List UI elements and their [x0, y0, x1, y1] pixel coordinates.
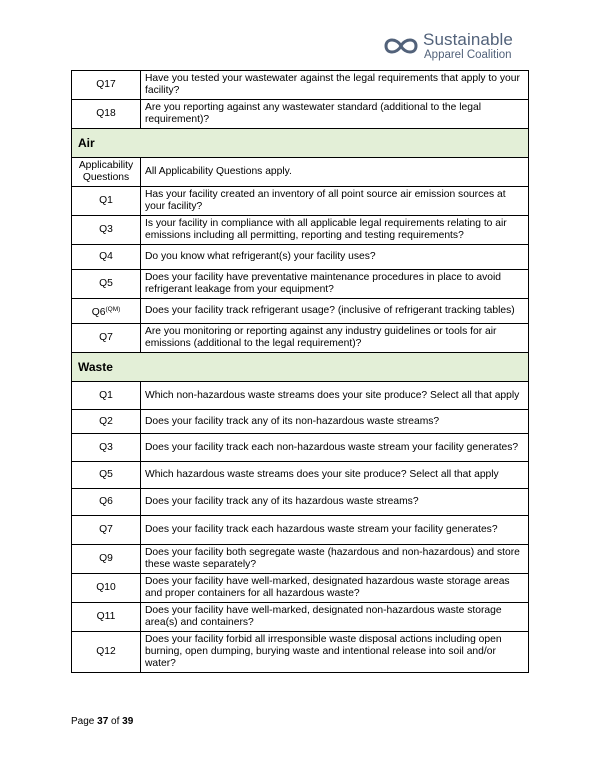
question-text: All Applicability Questions apply. — [141, 158, 529, 187]
question-text: Does your facility have well-marked, designated hazardous waste storage areas and proper containers for all hazardous waste? — [141, 574, 529, 603]
question-id: Q5 — [99, 278, 113, 289]
question-id-cell — [72, 632, 141, 673]
page-number: 37 — [97, 716, 109, 727]
question-text: Does your facility track each hazardous waste stream your facility generates? — [141, 516, 529, 545]
page-label: Page — [71, 716, 95, 727]
question-id-cell — [72, 574, 141, 603]
question-id-cell — [72, 187, 141, 216]
question-id: Q11 — [96, 611, 116, 622]
question-id-cell — [72, 462, 141, 489]
section-title: Waste — [72, 353, 529, 382]
question-text: Are you reporting against any wastewater standard (additional to the legal requirement)? — [141, 100, 529, 129]
question-id-cell — [72, 489, 141, 516]
question-id: Q17 — [96, 79, 116, 90]
question-row — [72, 632, 529, 673]
question-row — [72, 299, 529, 324]
question-id: Q5 — [99, 469, 113, 480]
infinity-loop-icon — [382, 33, 420, 59]
question-id: Q10 — [96, 582, 116, 593]
question-id: Q2 — [99, 415, 113, 427]
question-id-cell — [72, 299, 141, 324]
question-id: Q6 — [99, 496, 113, 507]
question-text: Does your facility have well-marked, designated non-hazardous waste storage area(s) and containers? — [141, 603, 529, 632]
question-id: Q4 — [99, 251, 113, 262]
question-id-cell — [72, 216, 141, 245]
question-text: Has your facility created an inventory of all point source air emission sources at your facility? — [141, 187, 529, 216]
question-id-superscript: (QM) — [105, 305, 121, 313]
question-row — [72, 489, 529, 516]
question-id: Q18 — [96, 108, 116, 119]
question-id-cell — [72, 245, 141, 270]
page-total: 39 — [122, 716, 134, 727]
question-text: Are you monitoring or reporting against any industry guidelines or tools for air emissions (additional to the legal requirement)? — [141, 324, 529, 353]
question-row — [72, 382, 529, 410]
question-id-cell — [72, 270, 141, 299]
question-id: Q1 — [99, 389, 113, 401]
question-row — [72, 545, 529, 574]
question-text: Which non-hazardous waste streams does your site produce? Select all that apply — [141, 382, 529, 410]
question-row — [72, 574, 529, 603]
question-id-cell — [72, 434, 141, 462]
question-id: Applicability Questions — [78, 160, 134, 183]
question-id-cell — [72, 516, 141, 545]
question-row — [72, 410, 529, 434]
question-text: Is your facility in compliance with all applicable legal requirements relating to air emissions including all permitting, reporting and testing requirements? — [141, 216, 529, 245]
section-header-row — [72, 129, 529, 158]
section-header-row — [72, 353, 529, 382]
of-label: of — [111, 716, 120, 727]
question-id: Q12 — [96, 646, 116, 657]
logo-line-1: Sustainable — [423, 30, 513, 49]
question-id-cell — [72, 382, 141, 410]
question-id: Q1 — [99, 195, 113, 206]
question-id-cell — [72, 410, 141, 434]
question-id-cell — [72, 324, 141, 353]
question-row — [72, 187, 529, 216]
question-id: Q6 — [91, 306, 106, 318]
question-text: Does your facility track each non-hazardous waste stream your facility generates? — [141, 434, 529, 462]
question-text: Does your facility both segregate waste (hazardous and non-hazardous) and store these waste separately? — [141, 545, 529, 574]
question-row — [72, 216, 529, 245]
question-text: Does your facility track any of its non-hazardous waste streams? — [141, 410, 529, 434]
question-id: Q9 — [99, 553, 113, 564]
question-row — [72, 516, 529, 545]
question-id: Q7 — [99, 332, 113, 343]
question-row — [72, 462, 529, 489]
question-row — [72, 434, 529, 462]
question-id-cell — [72, 603, 141, 632]
question-id-cell — [72, 71, 141, 100]
question-id-cell — [72, 158, 141, 187]
question-row — [72, 245, 529, 270]
question-text: Does your facility have preventative maintenance procedures in place to avoid refrigerant leakage from your equipment? — [141, 270, 529, 299]
question-id: Q7 — [99, 524, 113, 535]
question-text: Which hazardous waste streams does your site produce? Select all that apply — [141, 462, 529, 489]
question-row — [72, 71, 529, 100]
question-text: Does your facility track any of its hazardous waste streams? — [141, 489, 529, 516]
question-text: Do you know what refrigerant(s) your facility uses? — [141, 245, 529, 270]
question-text: Have you tested your wastewater against the legal requirements that apply to your facility? — [141, 71, 529, 100]
logo-line-2: Apparel Coalition — [424, 49, 512, 61]
question-id-cell — [72, 545, 141, 574]
question-id-cell — [72, 100, 141, 129]
sac-logo — [382, 30, 532, 66]
questions-table-body — [72, 71, 529, 673]
question-text: Does your facility track refrigerant usage? (inclusive of refrigerant tracking tables) — [141, 299, 529, 324]
question-row — [72, 158, 529, 187]
page-footer — [71, 716, 133, 727]
question-text: Does your facility forbid all irresponsible waste disposal actions including open burning, open dumping, burying waste and intentional release into soil and/or water? — [141, 632, 529, 673]
question-id: Q3 — [99, 441, 113, 453]
question-row — [72, 603, 529, 632]
questions-table — [71, 70, 529, 673]
section-title: Air — [72, 129, 529, 158]
question-row — [72, 100, 529, 129]
question-row — [72, 324, 529, 353]
question-row — [72, 270, 529, 299]
question-id: Q3 — [99, 224, 113, 235]
